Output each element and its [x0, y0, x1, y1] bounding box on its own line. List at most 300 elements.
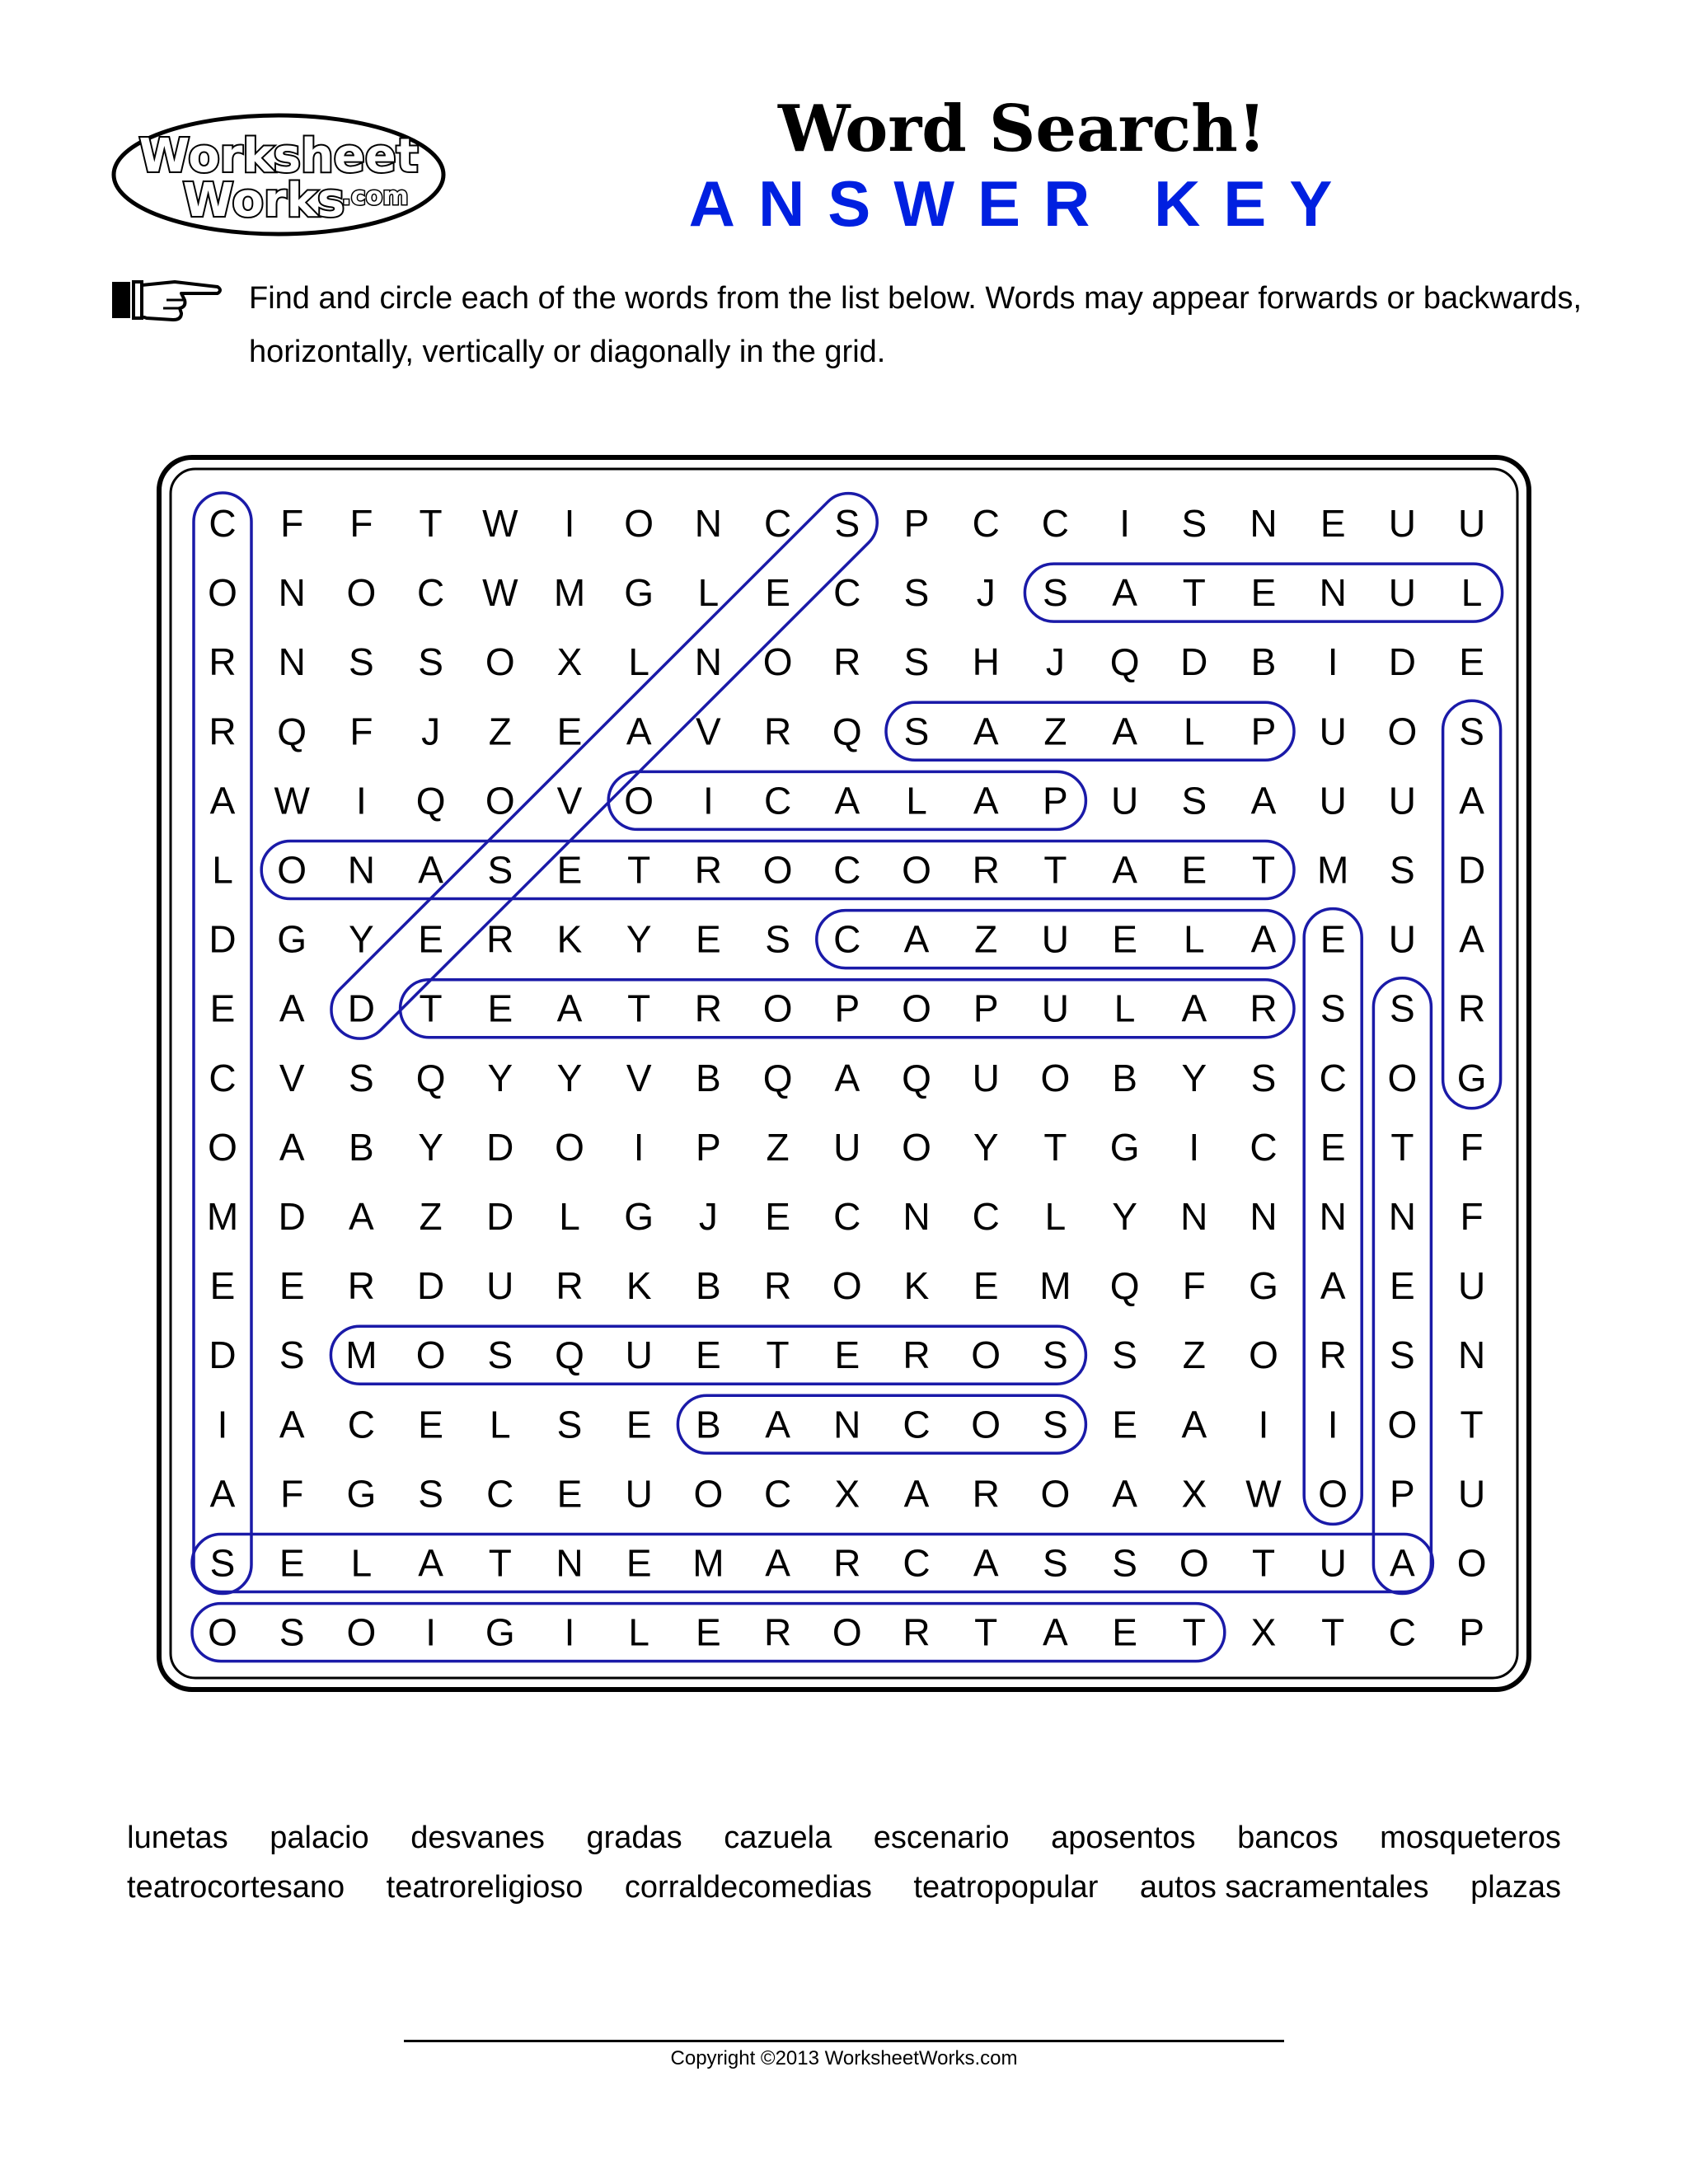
grid-letter[interactable]: E [765, 571, 790, 615]
grid-letter[interactable]: T [1043, 1125, 1067, 1169]
grid-letter[interactable]: T [627, 848, 651, 892]
grid-letter[interactable]: I [1119, 502, 1130, 545]
grid-letter[interactable]: R [209, 710, 237, 753]
grid-letter[interactable]: G [485, 1610, 515, 1654]
grid-letter[interactable]: E [696, 1333, 721, 1377]
grid-letter[interactable]: L [350, 1541, 373, 1585]
grid-letter[interactable]: O [208, 1610, 237, 1654]
grid-letter[interactable]: E [765, 1195, 790, 1238]
grid-letter[interactable]: N [1250, 1195, 1278, 1238]
grid-letter[interactable]: E [696, 1610, 721, 1654]
grid-letter[interactable]: Z [766, 1125, 790, 1169]
grid-letter[interactable]: O [624, 779, 654, 823]
grid-letter[interactable]: N [1319, 571, 1347, 615]
grid-letter[interactable]: Z [1043, 710, 1067, 753]
grid-letter[interactable]: L [1184, 710, 1205, 753]
grid-letter[interactable]: A [1181, 987, 1207, 1030]
grid-letter[interactable]: W [274, 779, 310, 823]
grid-letter[interactable]: V [626, 1056, 652, 1099]
grid-letter[interactable]: B [696, 1056, 721, 1099]
grid-letter[interactable]: Y [487, 1056, 513, 1099]
grid-letter[interactable]: O [902, 1125, 931, 1169]
grid-letter[interactable]: X [1250, 1610, 1277, 1654]
grid-letter[interactable]: N [903, 1195, 931, 1238]
grid-letter[interactable]: E [209, 987, 236, 1030]
grid-letter[interactable]: U [1319, 710, 1347, 753]
grid-letter[interactable]: Q [762, 1056, 793, 1099]
grid-letter[interactable]: L [1114, 987, 1136, 1030]
grid-letter[interactable]: T [1460, 1403, 1484, 1446]
grid-letter[interactable]: T [419, 502, 443, 545]
grid-letter[interactable]: L [212, 848, 233, 892]
grid-letter[interactable]: A [279, 1125, 305, 1169]
grid-letter[interactable]: J [976, 571, 996, 615]
grid-letter[interactable]: U [1319, 779, 1347, 823]
grid-letter[interactable]: O [1179, 1541, 1209, 1585]
grid-letter[interactable]: S [418, 640, 443, 684]
grid-letter[interactable]: D [278, 1195, 306, 1238]
grid-letter[interactable]: T [974, 1610, 998, 1654]
grid-letter[interactable]: D [486, 1195, 514, 1238]
grid-letter[interactable]: A [973, 1541, 999, 1585]
grid-letter[interactable]: N [278, 640, 306, 684]
grid-letter[interactable]: E [1181, 848, 1207, 892]
grid-letter[interactable]: A [1112, 848, 1137, 892]
grid-letter[interactable]: E [626, 1541, 652, 1585]
grid-letter[interactable]: N [347, 848, 376, 892]
grid-letter[interactable]: D [209, 917, 237, 961]
grid-letter[interactable]: G [277, 917, 307, 961]
grid-letter[interactable]: O [624, 502, 654, 545]
grid-letter[interactable]: F [1460, 1195, 1484, 1238]
grid-letter[interactable]: O [1456, 1541, 1487, 1585]
grid-letter[interactable]: I [1258, 1403, 1269, 1446]
grid-letter[interactable]: Y [349, 917, 374, 961]
grid-letter[interactable]: L [697, 571, 720, 615]
grid-letter[interactable]: G [624, 571, 654, 615]
grid-letter[interactable]: C [1319, 1056, 1347, 1099]
grid-letter[interactable]: N [1319, 1195, 1347, 1238]
grid-letter[interactable]: T [1182, 571, 1206, 615]
grid-letter[interactable]: X [556, 640, 583, 684]
grid-letter[interactable]: Z [1182, 1333, 1206, 1377]
grid-letter[interactable]: I [633, 1125, 645, 1169]
grid-letter[interactable]: A [903, 1472, 930, 1516]
grid-letter[interactable]: L [628, 640, 649, 684]
grid-letter[interactable]: U [1388, 571, 1417, 615]
grid-letter[interactable]: T [1043, 848, 1067, 892]
grid-letter[interactable]: M [1317, 848, 1349, 892]
grid-letter[interactable]: R [694, 848, 723, 892]
grid-letter[interactable]: Q [1109, 1264, 1140, 1308]
grid-letter[interactable]: S [209, 1541, 236, 1585]
grid-letter[interactable]: T [419, 987, 443, 1030]
grid-letter[interactable]: L [1184, 917, 1205, 961]
grid-letter[interactable]: B [1250, 640, 1277, 684]
grid-letter[interactable]: R [763, 1610, 792, 1654]
grid-letter[interactable]: C [1041, 502, 1070, 545]
grid-letter[interactable]: S [1390, 1333, 1415, 1377]
grid-letter[interactable]: A [1320, 1264, 1346, 1308]
grid-letter[interactable]: R [763, 1264, 792, 1308]
grid-letter[interactable]: P [696, 1125, 721, 1169]
grid-letter[interactable]: P [903, 502, 930, 545]
grid-letter[interactable]: F [280, 1472, 304, 1516]
grid-letter[interactable]: N [1457, 1333, 1486, 1377]
grid-letter[interactable]: U [1110, 779, 1139, 823]
grid-letter[interactable]: O [277, 848, 307, 892]
grid-letter[interactable]: M [206, 1195, 239, 1238]
grid-letter[interactable]: S [349, 640, 374, 684]
grid-letter[interactable]: B [696, 1403, 721, 1446]
grid-letter[interactable]: P [834, 987, 860, 1030]
grid-letter[interactable]: A [834, 1056, 860, 1099]
grid-letter[interactable]: B [1112, 1056, 1137, 1099]
grid-letter[interactable]: A [418, 1541, 443, 1585]
grid-letter[interactable]: E [696, 917, 721, 961]
grid-letter[interactable]: A [1112, 571, 1137, 615]
grid-letter[interactable]: T [766, 1333, 790, 1377]
grid-letter[interactable]: L [490, 1403, 511, 1446]
grid-letter[interactable]: U [625, 1472, 653, 1516]
grid-letter[interactable]: S [903, 640, 930, 684]
grid-letter[interactable]: R [903, 1333, 931, 1377]
grid-letter[interactable]: A [279, 1403, 305, 1446]
grid-letter[interactable]: Q [902, 1056, 931, 1099]
grid-letter[interactable]: A [418, 848, 443, 892]
grid-letter[interactable]: L [628, 1610, 649, 1654]
grid-letter[interactable]: F [1182, 1264, 1206, 1308]
grid-letter[interactable]: R [347, 1264, 376, 1308]
grid-letter[interactable]: X [1181, 1472, 1207, 1516]
grid-letter[interactable]: D [1457, 848, 1486, 892]
grid-letter[interactable]: S [1043, 1333, 1068, 1377]
grid-letter[interactable]: O [902, 987, 931, 1030]
grid-letter[interactable]: V [696, 710, 721, 753]
grid-letter[interactable]: N [1180, 1195, 1208, 1238]
grid-letter[interactable]: A [1112, 1472, 1137, 1516]
grid-letter[interactable]: A [973, 710, 999, 753]
grid-letter[interactable]: O [208, 571, 237, 615]
grid-letter[interactable]: E [626, 1403, 652, 1446]
grid-letter[interactable]: O [1387, 710, 1418, 753]
grid-letter[interactable]: S [834, 502, 860, 545]
grid-letter[interactable]: F [280, 502, 304, 545]
grid-letter[interactable]: U [1388, 779, 1417, 823]
grid-letter[interactable]: C [903, 1403, 931, 1446]
grid-letter[interactable]: S [1390, 848, 1415, 892]
grid-letter[interactable]: V [556, 779, 583, 823]
grid-letter[interactable]: N [278, 571, 306, 615]
grid-letter[interactable]: A [556, 987, 583, 1030]
grid-letter[interactable]: A [834, 779, 860, 823]
grid-letter[interactable]: A [1043, 1610, 1068, 1654]
grid-letter[interactable]: C [1250, 1125, 1278, 1169]
grid-letter[interactable]: J [421, 710, 441, 753]
grid-letter[interactable]: C [903, 1541, 931, 1585]
grid-letter[interactable]: S [1459, 710, 1484, 753]
grid-letter[interactable]: P [1390, 1472, 1415, 1516]
grid-letter[interactable]: O [1040, 1056, 1071, 1099]
grid-letter[interactable]: R [1457, 987, 1486, 1030]
grid-letter[interactable]: U [833, 1125, 861, 1169]
grid-letter[interactable]: O [832, 1610, 862, 1654]
grid-letter[interactable]: R [972, 848, 1000, 892]
grid-letter[interactable]: S [1112, 1541, 1137, 1585]
grid-letter[interactable]: L [906, 779, 927, 823]
grid-letter[interactable]: O [208, 1125, 237, 1169]
grid-letter[interactable]: C [833, 571, 861, 615]
grid-letter[interactable]: R [1250, 987, 1278, 1030]
grid-letter[interactable]: E [1112, 917, 1137, 961]
grid-letter[interactable]: F [349, 710, 373, 753]
grid-letter[interactable]: E [556, 1472, 583, 1516]
grid-letter[interactable]: E [556, 848, 583, 892]
grid-letter[interactable]: R [486, 917, 514, 961]
grid-letter[interactable]: K [903, 1264, 930, 1308]
grid-letter[interactable]: R [763, 710, 792, 753]
grid-letter[interactable]: Y [1112, 1195, 1137, 1238]
grid-letter[interactable]: A [1181, 1403, 1207, 1446]
grid-letter[interactable]: L [1461, 571, 1483, 615]
grid-letter[interactable]: Y [556, 1056, 583, 1099]
grid-letter[interactable]: R [903, 1610, 931, 1654]
grid-letter[interactable]: C [763, 1472, 792, 1516]
grid-letter[interactable]: I [564, 502, 575, 545]
grid-letter[interactable]: A [279, 987, 305, 1030]
grid-letter[interactable]: M [553, 571, 586, 615]
grid-letter[interactable]: G [1456, 1056, 1487, 1099]
grid-letter[interactable]: S [765, 917, 790, 961]
grid-letter[interactable]: E [279, 1264, 305, 1308]
grid-letter[interactable]: Y [1181, 1056, 1207, 1099]
grid-letter[interactable]: O [1387, 1403, 1418, 1446]
grid-letter[interactable]: N [833, 1403, 861, 1446]
grid-letter[interactable]: U [1457, 1472, 1486, 1516]
grid-letter[interactable]: O [1387, 1056, 1418, 1099]
grid-letter[interactable]: U [486, 1264, 514, 1308]
grid-letter[interactable]: T [1182, 1610, 1206, 1654]
grid-letter[interactable]: C [209, 1056, 237, 1099]
grid-letter[interactable]: L [559, 1195, 580, 1238]
grid-letter[interactable]: O [485, 640, 515, 684]
grid-letter[interactable]: S [903, 571, 930, 615]
grid-letter[interactable]: A [765, 1403, 790, 1446]
grid-letter[interactable]: Y [418, 1125, 443, 1169]
grid-letter[interactable]: B [349, 1125, 374, 1169]
grid-letter[interactable]: K [626, 1264, 652, 1308]
grid-letter[interactable]: S [1250, 1056, 1277, 1099]
grid-letter[interactable]: S [903, 710, 930, 753]
grid-letter[interactable]: A [349, 1195, 374, 1238]
grid-letter[interactable]: C [416, 571, 445, 615]
grid-letter[interactable]: A [973, 779, 999, 823]
grid-letter[interactable]: B [696, 1264, 721, 1308]
grid-letter[interactable]: C [833, 848, 861, 892]
grid-letter[interactable]: S [1181, 779, 1207, 823]
grid-letter[interactable]: R [556, 1264, 584, 1308]
grid-letter[interactable]: O [1040, 1472, 1071, 1516]
grid-letter[interactable]: U [1388, 502, 1417, 545]
grid-letter[interactable]: A [209, 779, 236, 823]
grid-letter[interactable]: E [973, 1264, 999, 1308]
grid-letter[interactable]: I [1327, 1403, 1339, 1446]
grid-letter[interactable]: E [1390, 1264, 1415, 1308]
grid-letter[interactable]: N [556, 1541, 584, 1585]
grid-letter[interactable]: E [1112, 1403, 1137, 1446]
grid-letter[interactable]: S [556, 1403, 583, 1446]
grid-letter[interactable]: V [279, 1056, 305, 1099]
grid-letter[interactable]: A [903, 917, 930, 961]
grid-letter[interactable]: E [487, 987, 513, 1030]
grid-letter[interactable]: N [1250, 502, 1278, 545]
grid-letter[interactable]: S [349, 1056, 374, 1099]
grid-letter[interactable]: E [209, 1264, 236, 1308]
grid-letter[interactable]: C [972, 502, 1000, 545]
grid-letter[interactable]: E [1320, 1125, 1346, 1169]
grid-letter[interactable]: I [703, 779, 714, 823]
grid-letter[interactable]: S [1181, 502, 1207, 545]
grid-letter[interactable]: S [1112, 1333, 1137, 1377]
grid-letter[interactable]: Q [832, 710, 862, 753]
grid-letter[interactable]: H [972, 640, 1000, 684]
grid-letter[interactable]: S [279, 1610, 305, 1654]
grid-letter[interactable]: O [1249, 1333, 1278, 1377]
grid-letter[interactable]: G [346, 1472, 377, 1516]
grid-letter[interactable]: O [832, 1264, 862, 1308]
grid-letter[interactable]: A [1459, 779, 1484, 823]
grid-letter[interactable]: M [345, 1333, 377, 1377]
grid-letter[interactable]: N [1388, 1195, 1417, 1238]
grid-letter[interactable]: Y [973, 1125, 999, 1169]
grid-letter[interactable]: O [415, 1333, 446, 1377]
grid-letter[interactable]: Y [626, 917, 652, 961]
grid-letter[interactable]: O [762, 848, 793, 892]
grid-letter[interactable]: A [1112, 710, 1137, 753]
grid-letter[interactable]: E [1250, 571, 1277, 615]
grid-letter[interactable]: E [418, 1403, 443, 1446]
grid-letter[interactable]: T [1251, 848, 1276, 892]
grid-letter[interactable]: S [1043, 571, 1068, 615]
grid-letter[interactable]: D [1388, 640, 1417, 684]
grid-letter[interactable]: U [1041, 987, 1070, 1030]
grid-letter[interactable]: A [209, 1472, 236, 1516]
grid-letter[interactable]: W [482, 571, 518, 615]
grid-letter[interactable]: K [556, 917, 583, 961]
grid-letter[interactable]: A [765, 1541, 790, 1585]
grid-letter[interactable]: D [209, 1333, 237, 1377]
grid-letter[interactable]: U [1319, 1541, 1347, 1585]
grid-letter[interactable]: R [833, 1541, 861, 1585]
grid-letter[interactable]: A [1250, 917, 1277, 961]
grid-letter[interactable]: D [347, 987, 376, 1030]
grid-letter[interactable]: M [692, 1541, 724, 1585]
grid-letter[interactable]: S [1043, 1403, 1068, 1446]
grid-letter[interactable]: I [1189, 1125, 1200, 1169]
grid-letter[interactable]: E [1320, 917, 1346, 961]
grid-letter[interactable]: W [1245, 1472, 1282, 1516]
grid-letter[interactable]: Q [415, 779, 446, 823]
grid-letter[interactable]: D [416, 1264, 445, 1308]
grid-letter[interactable]: Z [488, 710, 512, 753]
grid-letter[interactable]: P [1250, 710, 1277, 753]
grid-letter[interactable]: S [1043, 1541, 1068, 1585]
grid-letter[interactable]: E [1112, 1610, 1137, 1654]
grid-letter[interactable]: J [1045, 640, 1065, 684]
grid-letter[interactable]: U [972, 1056, 1000, 1099]
grid-letter[interactable]: C [486, 1472, 514, 1516]
grid-letter[interactable]: A [1250, 779, 1277, 823]
grid-letter[interactable]: O [902, 848, 931, 892]
grid-letter[interactable]: C [833, 1195, 861, 1238]
grid-letter[interactable]: N [694, 640, 723, 684]
grid-letter[interactable]: O [346, 571, 377, 615]
grid-letter[interactable]: Z [419, 1195, 443, 1238]
grid-letter[interactable]: T [1390, 1125, 1414, 1169]
grid-letter[interactable]: E [418, 917, 443, 961]
grid-letter[interactable]: G [624, 1195, 654, 1238]
grid-letter[interactable]: A [626, 710, 652, 753]
grid-letter[interactable]: U [1388, 917, 1417, 961]
grid-letter[interactable]: S [418, 1472, 443, 1516]
grid-letter[interactable]: C [763, 502, 792, 545]
grid-letter[interactable]: P [1043, 779, 1068, 823]
grid-letter[interactable]: M [1039, 1264, 1071, 1308]
grid-letter[interactable]: G [1109, 1125, 1140, 1169]
grid-letter[interactable]: E [556, 710, 583, 753]
grid-letter[interactable]: S [1320, 987, 1346, 1030]
grid-letter[interactable]: Q [415, 1056, 446, 1099]
grid-letter[interactable]: I [1327, 640, 1339, 684]
grid-letter[interactable]: I [356, 779, 367, 823]
grid-letter[interactable]: O [762, 987, 793, 1030]
grid-letter[interactable]: U [625, 1333, 653, 1377]
grid-letter[interactable]: C [209, 502, 237, 545]
grid-letter[interactable]: D [486, 1125, 514, 1169]
grid-letter[interactable]: S [1390, 987, 1415, 1030]
grid-letter[interactable]: E [1320, 502, 1346, 545]
grid-letter[interactable]: R [694, 987, 723, 1030]
grid-letter[interactable]: C [1388, 1610, 1417, 1654]
grid-letter[interactable]: N [694, 502, 723, 545]
grid-letter[interactable]: W [482, 502, 518, 545]
grid-letter[interactable]: O [971, 1403, 1001, 1446]
grid-letter[interactable]: D [1180, 640, 1208, 684]
grid-letter[interactable]: A [1390, 1541, 1415, 1585]
grid-letter[interactable]: O [971, 1333, 1001, 1377]
grid-letter[interactable]: U [1457, 502, 1486, 545]
grid-letter[interactable]: X [834, 1472, 860, 1516]
grid-letter[interactable]: J [698, 1195, 718, 1238]
grid-letter[interactable]: C [972, 1195, 1000, 1238]
grid-letter[interactable]: Z [974, 917, 998, 961]
grid-letter[interactable]: Q [1109, 640, 1140, 684]
grid-letter[interactable]: G [1249, 1264, 1278, 1308]
grid-letter[interactable]: C [833, 917, 861, 961]
grid-letter[interactable]: S [279, 1333, 305, 1377]
grid-letter[interactable]: T [488, 1541, 512, 1585]
grid-letter[interactable]: F [1460, 1125, 1484, 1169]
grid-letter[interactable]: S [487, 1333, 513, 1377]
grid-letter[interactable]: T [1251, 1541, 1276, 1585]
grid-letter[interactable]: A [1459, 917, 1484, 961]
grid-letter[interactable]: C [763, 779, 792, 823]
grid-letter[interactable]: U [1041, 917, 1070, 961]
grid-letter[interactable]: P [1459, 1610, 1484, 1654]
grid-letter[interactable]: I [564, 1610, 575, 1654]
grid-letter[interactable]: P [973, 987, 999, 1030]
grid-letter[interactable]: L [1044, 1195, 1067, 1238]
